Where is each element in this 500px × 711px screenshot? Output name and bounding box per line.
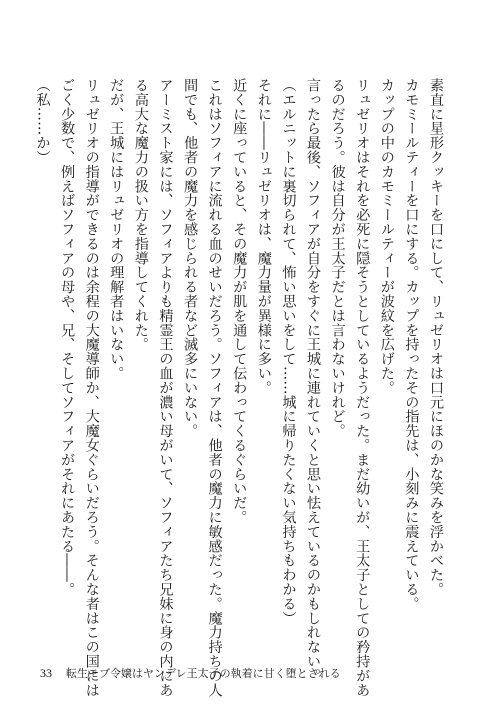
text-line: る高大な魔力の扱い方を指導してくれた。 bbox=[132, 78, 149, 352]
text-line: 近くに座っていると、その魔力が肌を通して伝わってくるぐらいだ。 bbox=[231, 78, 248, 525]
text-line: それに――リュゼリオは、魔力量が異様に多い。 bbox=[255, 78, 272, 395]
text-line: アーミスト家には、ソフィアよりも精霊王の血が濃い母がいて、ソフィアたち兄妹に身の内にあ bbox=[157, 78, 174, 698]
text-line: だが、王城にはリュゼリオの理解者はいない。 bbox=[108, 78, 125, 381]
text-line: るのだろう。彼は自分が王太子だとは言わないけれど。 bbox=[329, 78, 346, 438]
page-number: 33 bbox=[40, 666, 52, 680]
page-footer bbox=[40, 665, 341, 681]
text-line: カップの中のカモミールティーが波紋を広げた。 bbox=[378, 78, 395, 395]
text-line: ごく少数で、例えばソフィアの母や、兄、そしてソフィアがそれにあたる――。 bbox=[59, 78, 76, 597]
text-line: リュゼリオはそれを必死に隠そうとしているようだった。まだ幼いが、王太子としての矜持があ bbox=[354, 78, 371, 698]
text-line: （私……か） bbox=[34, 78, 51, 165]
text-line: 言ったら最後、ソフィアが自分をすぐに王城に連れていくと思い怯えているのかもしれない。 bbox=[305, 78, 322, 683]
book-title: 転生モブ令嬢はヤンデレ王太子の執着に甘く堕とされる bbox=[66, 667, 341, 680]
text-line: （エルニットに裏切られて、怖い思いをして……城に帰りたくない気持ちもわかる） bbox=[280, 78, 297, 626]
text-line: 素直に星形クッキーを口にして、リュゼリオは口元にほのかな笑みを浮かべた。 bbox=[428, 78, 444, 597]
text-line: これはソフィアに流れる血のせいだろう。ソフィアは、他者の魔力に敏感だった。魔力持ちの人 bbox=[206, 78, 223, 698]
text-line: リュゼリオの指導ができるのは余程の大魔導師か、大魔女ぐらいだろう。そんな者はこの国には bbox=[83, 78, 100, 698]
text-line: 間でも、他者の魔力を感じられる者など滅多にいない。 bbox=[182, 78, 199, 438]
text-line: カモミールティーを口にする。カップを持ったその指先は、小刻みに震えている。 bbox=[403, 78, 420, 611]
